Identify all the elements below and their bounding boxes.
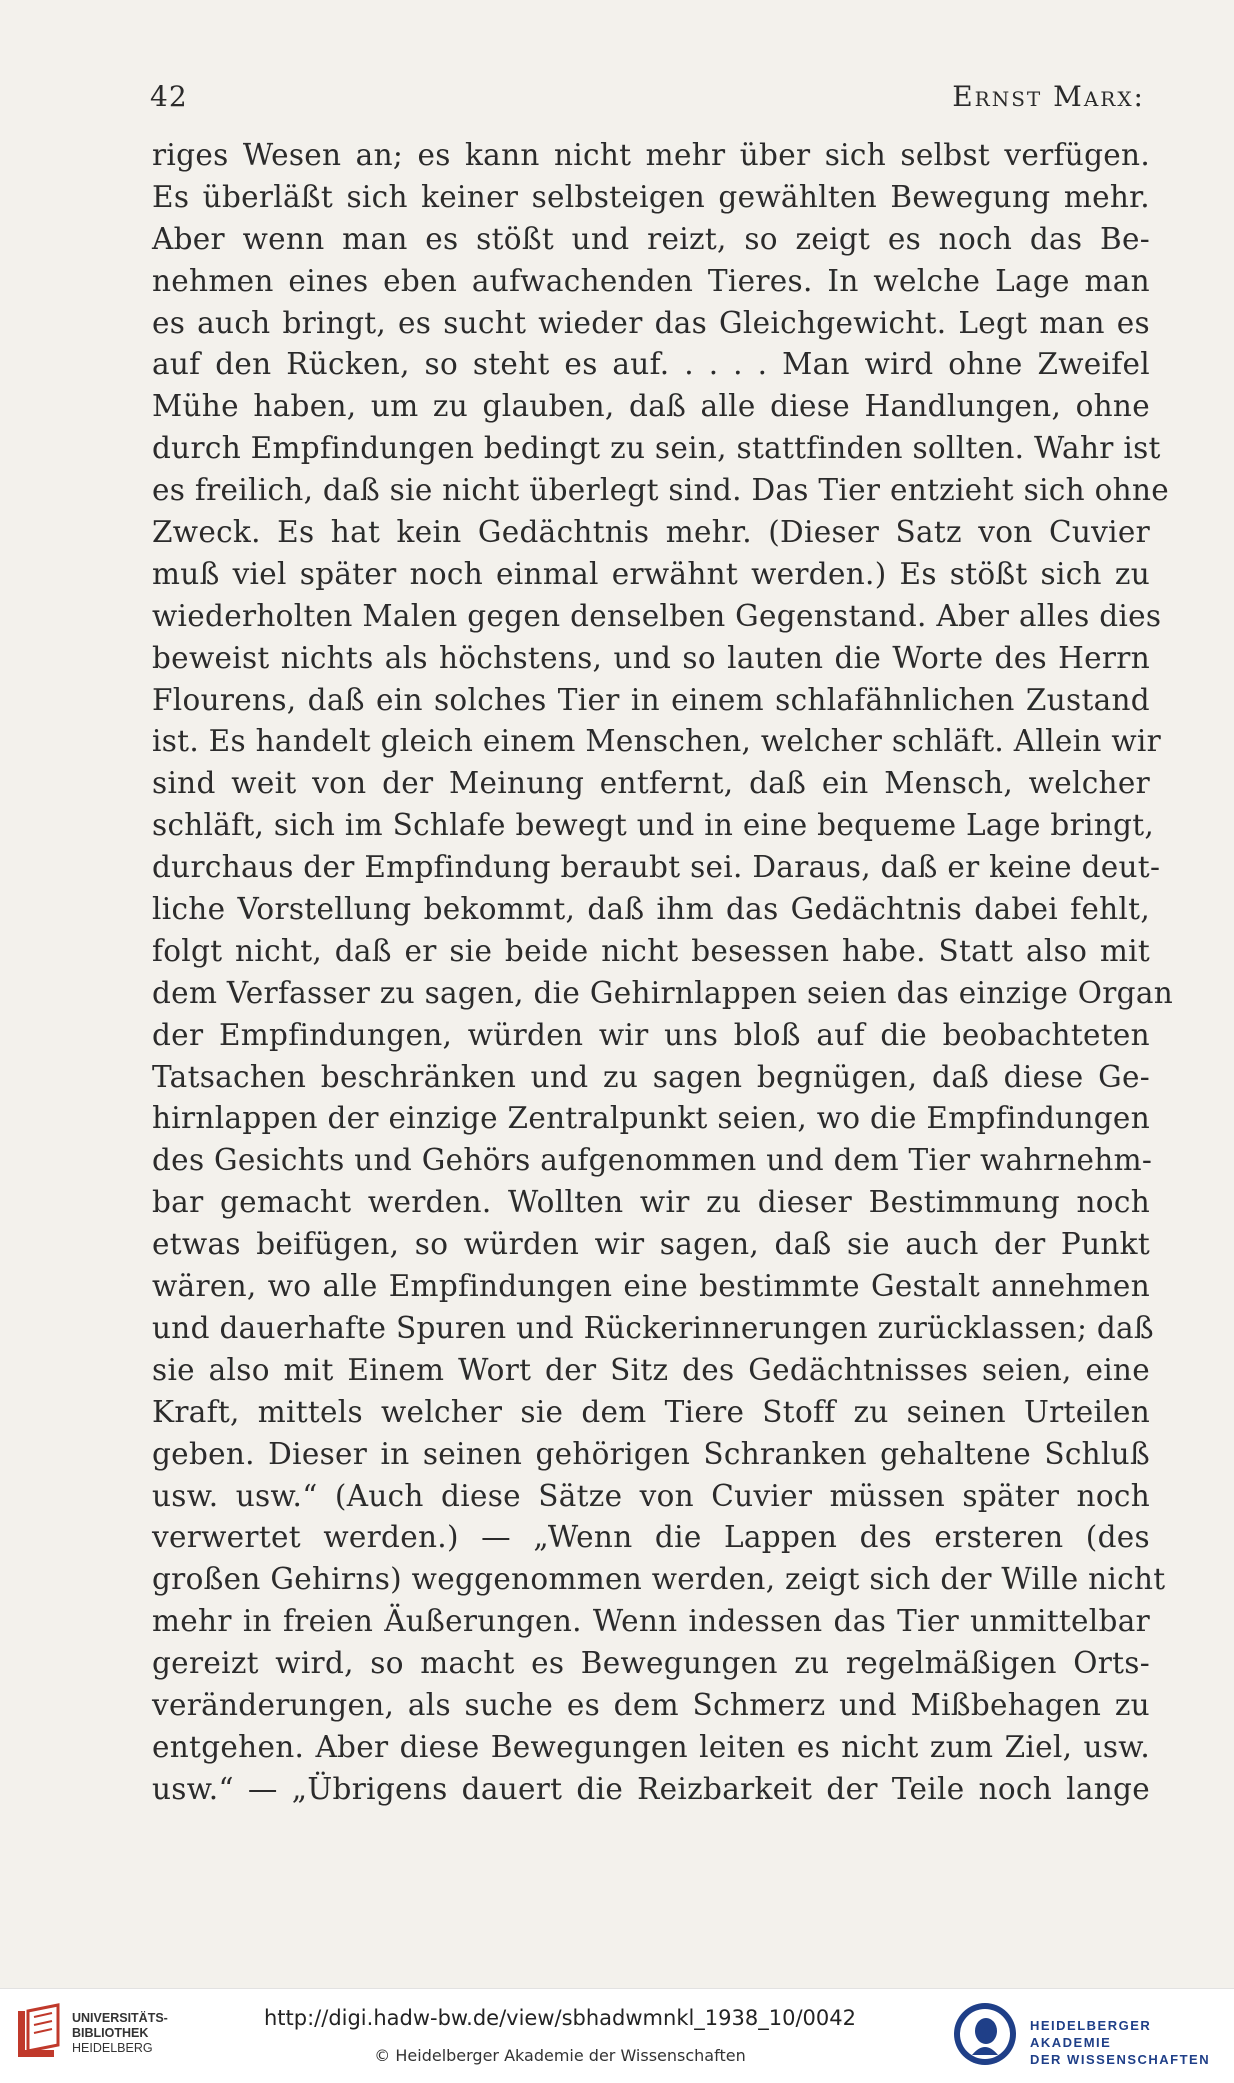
hadw-logo-line: HEIDELBERGER AKADEMIE	[1030, 2018, 1152, 2050]
hadw-logo[interactable]	[952, 2001, 1222, 2071]
text-line: des Gesichts und Gehörs aufgenommen und dem Tier wahrnehm-	[152, 1143, 1153, 1178]
text-line: wiederholten Malen gegen denselben Gegenstand. Aber alles dies	[152, 598, 1162, 633]
academy-seal-icon	[952, 2001, 1018, 2067]
text-line: bar gemacht werden. Wollten wir zu dieser Bestimmung noch	[152, 1185, 1150, 1220]
text-line: sie also mit Einem Wort der Sitz des Gedächtnisses seien, eine	[152, 1352, 1150, 1387]
text-line: folgt nicht, daß er sie beide nicht besessen habe. Statt also mit	[152, 933, 1150, 968]
text-line: riges Wesen an; es kann nicht mehr über sich selbst verfügen.	[152, 138, 1150, 172]
permalink-url[interactable]: http://digi.hadw-bw.de/view/sbhadwmnkl_1938_10/0042	[263, 2006, 856, 2030]
text-line: verwertet werden.) — „Wenn die Lappen des ersteren (des	[152, 1520, 1150, 1555]
text-line: beweist nichts als höchstens, und so lauten die Worte des Herrn	[152, 640, 1150, 675]
text-line: usw. usw.“ (Auch diese Sätze von Cuvier müssen später noch	[152, 1478, 1150, 1513]
text-line: dem Verfasser zu sagen, die Gehirnlappen seien das einzige Organ	[152, 975, 1174, 1010]
text-line: wären, wo alle Empfindungen eine bestimmte Gestalt annehmen	[152, 1269, 1150, 1304]
ub-logo-line: UNIVERSITÄTS-	[72, 2011, 168, 2025]
text-line: es auch bringt, es sucht wieder das Gleichgewicht. Legt man es	[152, 305, 1150, 340]
text-line: ist. Es handelt gleich einem Menschen, welcher schläft. Allein wir	[152, 724, 1162, 759]
page-header	[150, 80, 1145, 124]
text-line: es freilich, daß sie nicht überlegt sind. Das Tier entzieht sich ohne	[152, 473, 1170, 508]
text-line: Flourens, daß ein solches Tier in einem schlafähnlichen Zustand	[152, 682, 1150, 717]
ub-heidelberg-logo[interactable]	[14, 2003, 168, 2063]
text-line: Mühe haben, um zu glauben, daß alle diese Handlungen, ohne	[152, 389, 1150, 424]
copyright-notice: © Heidelberger Akademie der Wissenschaften	[374, 2046, 746, 2065]
hadw-logo-text	[1030, 2017, 1222, 2068]
text-line: veränderungen, als suche es dem Schmerz und Mißbehagen zu	[152, 1687, 1150, 1722]
page-number: 42	[150, 80, 188, 113]
text-line: durch Empfindungen bedingt zu sein, stattfinden sollten. Wahr ist	[152, 431, 1161, 466]
text-line: mehr in freien Äußerungen. Wenn indessen das Tier unmittelbar	[152, 1604, 1150, 1639]
text-line: nehmen eines eben aufwachenden Tieres. In welche Lage man	[152, 263, 1150, 298]
ub-logo-icon	[14, 2003, 64, 2063]
ub-logo-line: BIBLIOTHEK	[72, 2026, 149, 2040]
text-line: großen Gehirns) weggenommen werden, zeigt sich der Wille nicht	[152, 1562, 1166, 1597]
text-line: hirnlappen der einzige Zentralpunkt seien, wo die Empfindungen	[152, 1101, 1150, 1136]
text-line: gereizt wird, so macht es Bewegungen zu regelmäßigen Orts-	[152, 1646, 1150, 1681]
body-text	[152, 135, 1174, 1811]
text-line: Aber wenn man es stößt und reizt, so zeigt es noch das Be-	[152, 221, 1150, 256]
text-line: sind weit von der Meinung entfernt, daß ein Mensch, welcher	[152, 766, 1150, 801]
ub-logo-text	[72, 2011, 168, 2056]
text-line: der Empfindungen, würden wir uns bloß auf die beobachteten	[152, 1017, 1150, 1052]
ub-logo-line: HEIDELBERG	[72, 2041, 153, 2055]
text-line: usw.“ — „Übrigens dauert die Reizbarkeit der Teile noch lange	[152, 1771, 1150, 1806]
text-line: durchaus der Empfindung beraubt sei. Daraus, daß er keine deut-	[152, 850, 1161, 885]
text-line: geben. Dieser in seinen gehörigen Schranken gehaltene Schluß	[152, 1436, 1150, 1471]
text-line: auf den Rücken, so steht es auf. . . . . Man wird ohne Zweifel	[152, 347, 1150, 382]
text-line: muß viel später noch einmal erwähnt werden.) Es stößt sich zu	[152, 556, 1150, 591]
text-line: Tatsachen beschränken und zu sagen begnügen, daß diese Ge-	[152, 1059, 1150, 1094]
text-line: Zweck. Es hat kein Gedächtnis mehr. (Dieser Satz von Cuvier	[152, 515, 1150, 550]
hadw-logo-line: DER WISSENSCHAFTEN	[1030, 2052, 1211, 2067]
text-line: liche Vorstellung bekommt, daß ihm das Gedächtnis dabei fehlt,	[152, 892, 1150, 927]
text-line: schläft, sich im Schlafe bewegt und in eine bequeme Lage bringt,	[152, 808, 1155, 843]
text-line: etwas beifügen, so würden wir sagen, daß sie auch der Punkt	[152, 1227, 1150, 1262]
text-line: entgehen. Aber diese Bewegungen leiten es nicht zum Ziel, usw.	[152, 1729, 1150, 1764]
text-line: Kraft, mittels welcher sie dem Tiere Stoff zu seinen Urteilen	[152, 1394, 1150, 1429]
text-line: und dauerhafte Spuren und Rückerinnerungen zurücklassen; daß	[152, 1310, 1154, 1345]
text-line: Es überläßt sich keiner selbsteigen gewählten Bewegung mehr.	[152, 179, 1150, 214]
footer-bar	[0, 1988, 1234, 2083]
running-head: Ernst Marx:	[952, 80, 1145, 113]
